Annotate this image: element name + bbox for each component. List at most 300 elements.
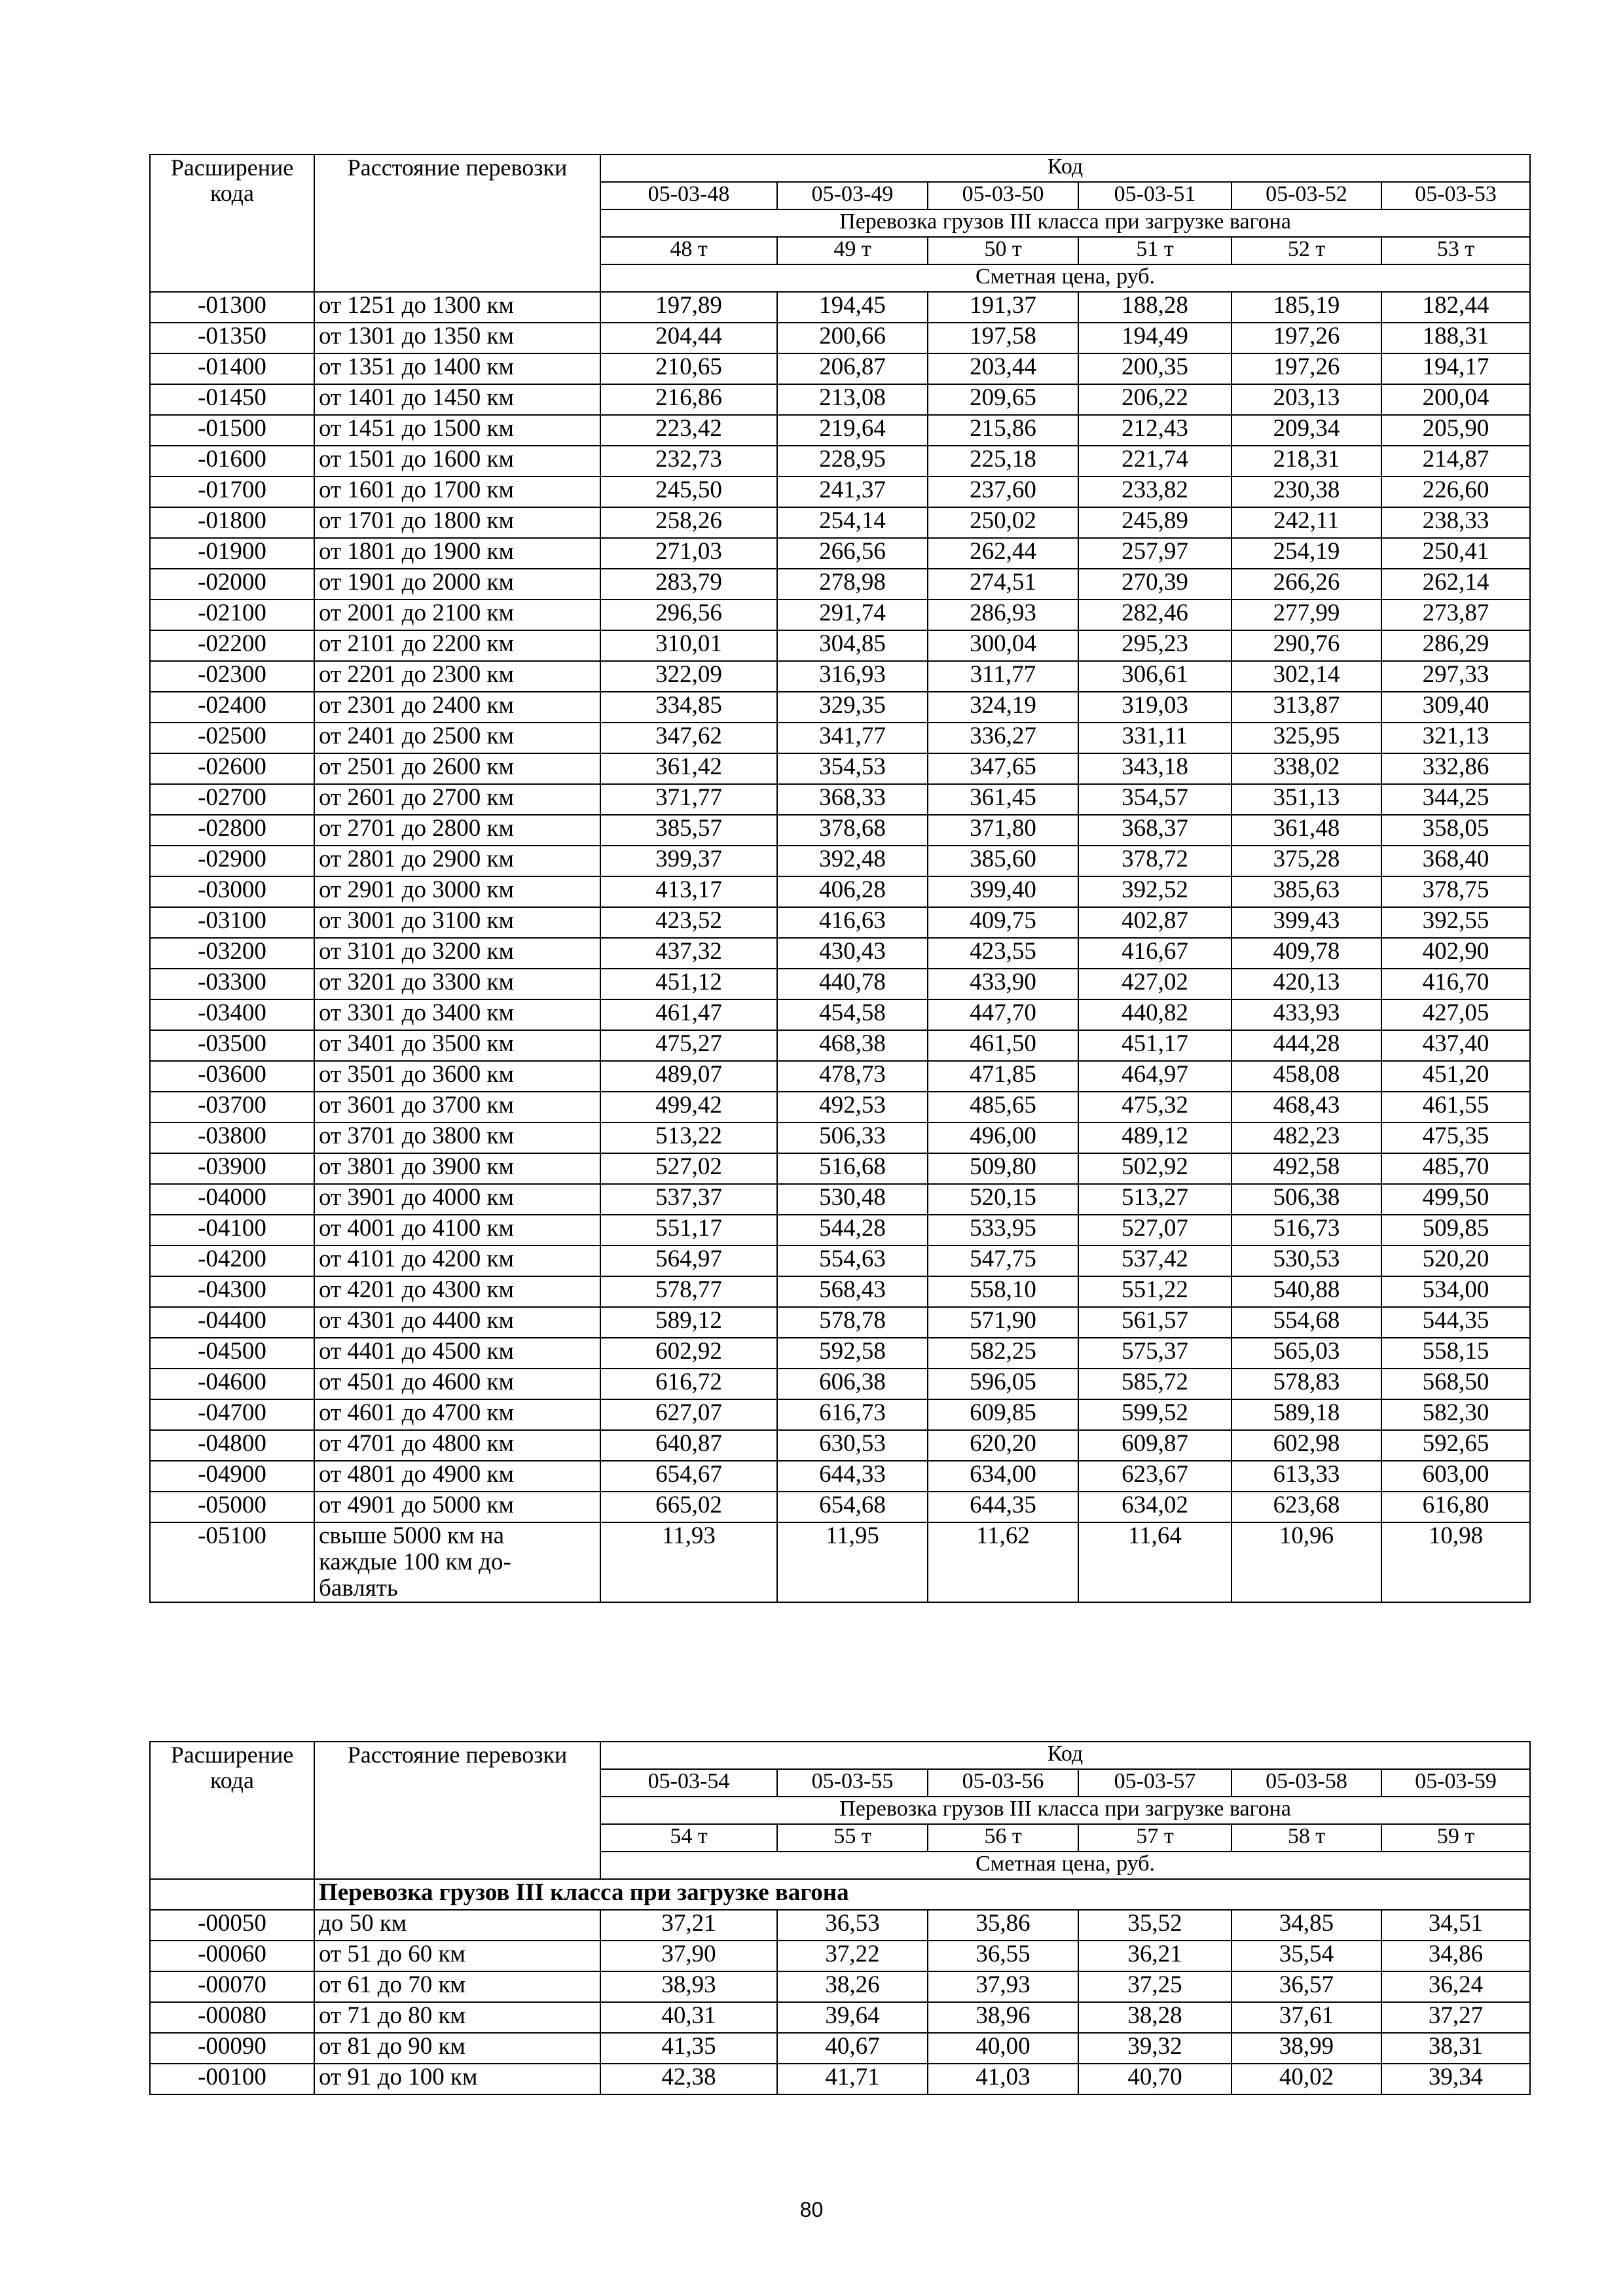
extension-cell: -03800 bbox=[150, 1122, 314, 1153]
price-cell: 39,32 bbox=[1078, 2033, 1231, 2064]
distance-cell: от 4001 до 4100 км bbox=[314, 1215, 600, 1246]
price-cell: 558,15 bbox=[1381, 1338, 1530, 1369]
code-cell: 05-03-51 bbox=[1078, 182, 1231, 209]
price-cell: 475,32 bbox=[1078, 1092, 1231, 1122]
table-row bbox=[150, 630, 1530, 661]
price-cell: 329,35 bbox=[777, 692, 928, 723]
price-cell: 302,14 bbox=[1231, 661, 1381, 692]
extension-cell: -01450 bbox=[150, 384, 314, 415]
price-cell: 219,64 bbox=[777, 415, 928, 446]
distance-cell: от 1601 до 1700 км bbox=[314, 476, 600, 507]
price-cell: 40,67 bbox=[777, 2033, 928, 2064]
price-cell: 245,50 bbox=[600, 476, 777, 507]
distance-cell: от 2901 до 3000 км bbox=[314, 876, 600, 907]
price-cell: 451,20 bbox=[1381, 1061, 1530, 1092]
price-cell: 451,17 bbox=[1078, 1030, 1231, 1061]
extension-cell: -00080 bbox=[150, 2002, 314, 2033]
table-row bbox=[150, 784, 1530, 815]
price-cell: 38,31 bbox=[1381, 2033, 1530, 2064]
price-cell: 461,55 bbox=[1381, 1092, 1530, 1122]
price-cell: 602,98 bbox=[1231, 1430, 1381, 1461]
price-cell: 413,17 bbox=[600, 876, 777, 907]
price-cell: 230,38 bbox=[1231, 476, 1381, 507]
extension-cell: -03500 bbox=[150, 1030, 314, 1061]
extension-cell: -02800 bbox=[150, 815, 314, 846]
table-row bbox=[150, 415, 1530, 446]
price-cell: 575,37 bbox=[1078, 1338, 1231, 1369]
extension-cell: -04600 bbox=[150, 1369, 314, 1399]
table-row bbox=[150, 1153, 1530, 1184]
price-cell: 554,63 bbox=[777, 1246, 928, 1276]
price-cell: 561,57 bbox=[1078, 1307, 1231, 1338]
table-row bbox=[150, 507, 1530, 538]
price-cell: 223,42 bbox=[600, 415, 777, 446]
price-cell: 10,96 bbox=[1231, 1522, 1381, 1602]
price-cell: 451,12 bbox=[600, 969, 777, 999]
extension-cell: -01900 bbox=[150, 538, 314, 569]
price-cell: 40,00 bbox=[928, 2033, 1078, 2064]
price-cell: 11,95 bbox=[777, 1522, 928, 1602]
table-row bbox=[150, 292, 1530, 323]
price-cell: 358,05 bbox=[1381, 815, 1530, 846]
extension-cell: -03900 bbox=[150, 1153, 314, 1184]
distance-cell: от 1801 до 1900 км bbox=[314, 538, 600, 569]
price-cell: 282,46 bbox=[1078, 600, 1231, 630]
price-cell: 616,72 bbox=[600, 1369, 777, 1399]
distance-cell: от 61 до 70 км bbox=[314, 1971, 600, 2002]
price-cell: 266,26 bbox=[1231, 569, 1381, 600]
price-cell: 582,25 bbox=[928, 1338, 1078, 1369]
price-cell: 338,02 bbox=[1231, 753, 1381, 784]
load-cell: 48 т bbox=[600, 237, 777, 264]
price-cell: 468,38 bbox=[777, 1030, 928, 1061]
price-cell: 213,08 bbox=[777, 384, 928, 415]
price-cell: 416,63 bbox=[777, 907, 928, 938]
price-cell: 378,68 bbox=[777, 815, 928, 846]
price-cell: 197,26 bbox=[1231, 353, 1381, 384]
price-cell: 554,68 bbox=[1231, 1307, 1381, 1338]
price-cell: 551,17 bbox=[600, 1215, 777, 1246]
price-cell: 42,38 bbox=[600, 2064, 777, 2094]
table-row bbox=[150, 2064, 1530, 2094]
price-cell: 35,86 bbox=[928, 1910, 1078, 1941]
code-cell: 05-03-58 bbox=[1231, 1769, 1381, 1797]
price-cell: 37,25 bbox=[1078, 1971, 1231, 2002]
distance-cell: от 4101 до 4200 км bbox=[314, 1246, 600, 1276]
extension-cell: -03700 bbox=[150, 1092, 314, 1122]
price-cell: 34,51 bbox=[1381, 1910, 1530, 1941]
price-cell: 616,73 bbox=[777, 1399, 928, 1430]
extension-cell: -00090 bbox=[150, 2033, 314, 2064]
price-cell: 354,53 bbox=[777, 753, 928, 784]
code-cell: 05-03-49 bbox=[777, 182, 928, 209]
code-cell: 05-03-48 bbox=[600, 182, 777, 209]
price-cell: 38,93 bbox=[600, 1971, 777, 2002]
price-cell: 534,00 bbox=[1381, 1276, 1530, 1307]
price-cell: 547,75 bbox=[928, 1246, 1078, 1276]
price-cell: 36,21 bbox=[1078, 1941, 1231, 1971]
price-cell: 40,31 bbox=[600, 2002, 777, 2033]
price-cell: 568,43 bbox=[777, 1276, 928, 1307]
price-cell: 34,86 bbox=[1381, 1941, 1530, 1971]
table-row bbox=[150, 1492, 1530, 1522]
table-row bbox=[150, 1030, 1530, 1061]
price-cell: 37,90 bbox=[600, 1941, 777, 1971]
price-cell: 399,43 bbox=[1231, 907, 1381, 938]
price-cell: 206,87 bbox=[777, 353, 928, 384]
price-cell: 37,61 bbox=[1231, 2002, 1381, 2033]
price-cell: 423,52 bbox=[600, 907, 777, 938]
distance-cell: от 3801 до 3900 км bbox=[314, 1153, 600, 1184]
price-cell: 603,00 bbox=[1381, 1461, 1530, 1492]
table-row bbox=[150, 1369, 1530, 1399]
table-row bbox=[150, 1941, 1530, 1971]
table-row bbox=[150, 1276, 1530, 1307]
price-cell: 634,02 bbox=[1078, 1492, 1231, 1522]
table-row bbox=[150, 938, 1530, 969]
distance-cell: от 3901 до 4000 км bbox=[314, 1184, 600, 1215]
price-cell: 537,42 bbox=[1078, 1246, 1231, 1276]
price-cell: 343,18 bbox=[1078, 753, 1231, 784]
code-cell: 05-03-56 bbox=[928, 1769, 1078, 1797]
table-row bbox=[150, 538, 1530, 569]
distance-cell: от 1401 до 1450 км bbox=[314, 384, 600, 415]
price-cell: 530,53 bbox=[1231, 1246, 1381, 1276]
code-cell: 05-03-53 bbox=[1381, 182, 1530, 209]
extension-cell: -02000 bbox=[150, 569, 314, 600]
rates-table-2 bbox=[149, 1741, 1531, 2095]
price-cell: 627,07 bbox=[600, 1399, 777, 1430]
table-row bbox=[150, 1461, 1530, 1492]
price-cell: 447,70 bbox=[928, 999, 1078, 1030]
price-cell: 454,58 bbox=[777, 999, 928, 1030]
price-cell: 461,50 bbox=[928, 1030, 1078, 1061]
price-cell: 602,92 bbox=[600, 1338, 777, 1369]
header-code: Код bbox=[600, 154, 1530, 182]
extension-cell: -01300 bbox=[150, 292, 314, 323]
rates-table-1 bbox=[149, 154, 1531, 1603]
table-row bbox=[150, 1338, 1530, 1369]
extension-cell: -04000 bbox=[150, 1184, 314, 1215]
load-cell: 55 т bbox=[777, 1824, 928, 1852]
price-cell: 361,42 bbox=[600, 753, 777, 784]
table-row bbox=[150, 753, 1530, 784]
price-cell: 371,80 bbox=[928, 815, 1078, 846]
price-cell: 599,52 bbox=[1078, 1399, 1231, 1430]
distance-cell: от 3701 до 3800 км bbox=[314, 1122, 600, 1153]
price-cell: 254,14 bbox=[777, 507, 928, 538]
price-cell: 430,43 bbox=[777, 938, 928, 969]
price-cell: 311,77 bbox=[928, 661, 1078, 692]
price-cell: 361,45 bbox=[928, 784, 1078, 815]
distance-cell: от 4801 до 4900 км bbox=[314, 1461, 600, 1492]
price-cell: 654,68 bbox=[777, 1492, 928, 1522]
price-cell: 540,88 bbox=[1231, 1276, 1381, 1307]
header-distance: Расстояние перевозки bbox=[314, 1742, 600, 1879]
price-cell: 392,52 bbox=[1078, 876, 1231, 907]
price-cell: 197,58 bbox=[928, 323, 1078, 353]
price-cell: 36,53 bbox=[777, 1910, 928, 1941]
price-cell: 440,78 bbox=[777, 969, 928, 999]
price-cell: 331,11 bbox=[1078, 723, 1231, 753]
price-cell: 194,45 bbox=[777, 292, 928, 323]
extension-cell: -02900 bbox=[150, 846, 314, 876]
distance-cell: от 91 до 100 км bbox=[314, 2064, 600, 2094]
distance-cell: от 1501 до 1600 км bbox=[314, 446, 600, 476]
price-cell: 616,80 bbox=[1381, 1492, 1530, 1522]
distance-cell: от 4501 до 4600 км bbox=[314, 1369, 600, 1399]
extension-cell: -01800 bbox=[150, 507, 314, 538]
section-empty-cell bbox=[150, 1879, 314, 1910]
header-distance: Расстояние перевозки bbox=[314, 154, 600, 292]
price-cell: 506,38 bbox=[1231, 1184, 1381, 1215]
price-cell: 402,90 bbox=[1381, 938, 1530, 969]
price-cell: 36,55 bbox=[928, 1941, 1078, 1971]
price-cell: 262,44 bbox=[928, 538, 1078, 569]
price-cell: 344,25 bbox=[1381, 784, 1530, 815]
load-cell: 49 т bbox=[777, 237, 928, 264]
extension-cell: -02100 bbox=[150, 600, 314, 630]
price-cell: 270,39 bbox=[1078, 569, 1231, 600]
price-cell: 385,57 bbox=[600, 815, 777, 846]
price-cell: 596,05 bbox=[928, 1369, 1078, 1399]
distance-line: бавлять bbox=[319, 1574, 398, 1602]
distance-cell: от 3401 до 3500 км bbox=[314, 1030, 600, 1061]
price-cell: 592,58 bbox=[777, 1338, 928, 1369]
distance-cell: от 2001 до 2100 км bbox=[314, 600, 600, 630]
price-cell: 245,89 bbox=[1078, 507, 1231, 538]
price-cell: 530,48 bbox=[777, 1184, 928, 1215]
table-row bbox=[150, 1522, 1530, 1602]
price-cell: 392,55 bbox=[1381, 907, 1530, 938]
header-subtitle: Перевозка грузов III класса при загрузке вагона bbox=[600, 1797, 1530, 1824]
extension-cell: -03100 bbox=[150, 907, 314, 938]
price-cell: 458,08 bbox=[1231, 1061, 1381, 1092]
price-cell: 325,95 bbox=[1231, 723, 1381, 753]
table-row bbox=[150, 1092, 1530, 1122]
price-cell: 37,21 bbox=[600, 1910, 777, 1941]
price-cell: 210,65 bbox=[600, 353, 777, 384]
extension-cell: -03000 bbox=[150, 876, 314, 907]
price-cell: 212,43 bbox=[1078, 415, 1231, 446]
price-cell: 409,75 bbox=[928, 907, 1078, 938]
price-cell: 423,55 bbox=[928, 938, 1078, 969]
table-row bbox=[150, 1910, 1530, 1941]
extension-cell: -01350 bbox=[150, 323, 314, 353]
load-cell: 57 т bbox=[1078, 1824, 1231, 1852]
price-cell: 527,02 bbox=[600, 1153, 777, 1184]
price-cell: 214,87 bbox=[1381, 446, 1530, 476]
price-cell: 354,57 bbox=[1078, 784, 1231, 815]
price-cell: 533,95 bbox=[928, 1215, 1078, 1246]
table-row bbox=[150, 1307, 1530, 1338]
price-cell: 437,40 bbox=[1381, 1030, 1530, 1061]
price-cell: 194,49 bbox=[1078, 323, 1231, 353]
distance-cell: от 4701 до 4800 км bbox=[314, 1430, 600, 1461]
distance-line: каждые 100 км до- bbox=[319, 1548, 511, 1575]
price-cell: 237,60 bbox=[928, 476, 1078, 507]
price-cell: 609,85 bbox=[928, 1399, 1078, 1430]
price-cell: 266,56 bbox=[777, 538, 928, 569]
price-cell: 634,00 bbox=[928, 1461, 1078, 1492]
extension-cell: -00050 bbox=[150, 1910, 314, 1941]
price-cell: 409,78 bbox=[1231, 938, 1381, 969]
price-cell: 361,48 bbox=[1231, 815, 1381, 846]
price-cell: 200,66 bbox=[777, 323, 928, 353]
price-cell: 585,72 bbox=[1078, 1369, 1231, 1399]
price-cell: 485,70 bbox=[1381, 1153, 1530, 1184]
extension-cell: -00070 bbox=[150, 1971, 314, 2002]
price-cell: 375,28 bbox=[1231, 846, 1381, 876]
price-cell: 38,26 bbox=[777, 1971, 928, 2002]
price-cell: 35,52 bbox=[1078, 1910, 1231, 1941]
header-price: Сметная цена, руб. bbox=[600, 1852, 1530, 1879]
price-cell: 200,35 bbox=[1078, 353, 1231, 384]
price-cell: 296,56 bbox=[600, 600, 777, 630]
extension-cell: -00060 bbox=[150, 1941, 314, 1971]
code-cell: 05-03-52 bbox=[1231, 182, 1381, 209]
price-cell: 290,76 bbox=[1231, 630, 1381, 661]
distance-cell: от 1301 до 1350 км bbox=[314, 323, 600, 353]
price-cell: 509,85 bbox=[1381, 1215, 1530, 1246]
price-cell: 385,63 bbox=[1231, 876, 1381, 907]
price-cell: 392,48 bbox=[777, 846, 928, 876]
extension-cell: -04100 bbox=[150, 1215, 314, 1246]
code-cell: 05-03-59 bbox=[1381, 1769, 1530, 1797]
extension-cell: -04200 bbox=[150, 1246, 314, 1276]
price-cell: 216,86 bbox=[600, 384, 777, 415]
table-row bbox=[150, 661, 1530, 692]
price-cell: 513,22 bbox=[600, 1122, 777, 1153]
price-cell: 200,04 bbox=[1381, 384, 1530, 415]
price-cell: 399,37 bbox=[600, 846, 777, 876]
price-cell: 37,22 bbox=[777, 1941, 928, 1971]
price-cell: 347,62 bbox=[600, 723, 777, 753]
price-cell: 221,74 bbox=[1078, 446, 1231, 476]
price-cell: 520,20 bbox=[1381, 1246, 1530, 1276]
distance-cell: от 4901 до 5000 км bbox=[314, 1492, 600, 1522]
distance-cell: от 2301 до 2400 км bbox=[314, 692, 600, 723]
extension-cell: -01600 bbox=[150, 446, 314, 476]
price-cell: 558,10 bbox=[928, 1276, 1078, 1307]
price-cell: 406,28 bbox=[777, 876, 928, 907]
price-cell: 589,18 bbox=[1231, 1399, 1381, 1430]
price-cell: 297,33 bbox=[1381, 661, 1530, 692]
distance-cell: от 4201 до 4300 км bbox=[314, 1276, 600, 1307]
load-cell: 50 т bbox=[928, 237, 1078, 264]
price-cell: 492,58 bbox=[1231, 1153, 1381, 1184]
price-cell: 499,42 bbox=[600, 1092, 777, 1122]
price-cell: 475,35 bbox=[1381, 1122, 1530, 1153]
price-cell: 516,73 bbox=[1231, 1215, 1381, 1246]
price-cell: 433,93 bbox=[1231, 999, 1381, 1030]
price-cell: 416,70 bbox=[1381, 969, 1530, 999]
price-cell: 433,90 bbox=[928, 969, 1078, 999]
price-cell: 461,47 bbox=[600, 999, 777, 1030]
price-cell: 332,86 bbox=[1381, 753, 1530, 784]
extension-cell: -05100 bbox=[150, 1522, 314, 1602]
price-cell: 11,64 bbox=[1078, 1522, 1231, 1602]
header-price: Сметная цена, руб. bbox=[600, 264, 1530, 292]
price-cell: 206,22 bbox=[1078, 384, 1231, 415]
price-cell: 336,27 bbox=[928, 723, 1078, 753]
price-cell: 482,23 bbox=[1231, 1122, 1381, 1153]
price-cell: 385,60 bbox=[928, 846, 1078, 876]
price-cell: 238,33 bbox=[1381, 507, 1530, 538]
price-cell: 188,28 bbox=[1078, 292, 1231, 323]
price-cell: 258,26 bbox=[600, 507, 777, 538]
price-cell: 37,93 bbox=[928, 1971, 1078, 2002]
price-cell: 194,17 bbox=[1381, 353, 1530, 384]
price-cell: 416,67 bbox=[1078, 938, 1231, 969]
price-cell: 40,02 bbox=[1231, 2064, 1381, 2094]
price-cell: 565,03 bbox=[1231, 1338, 1381, 1369]
price-cell: 188,31 bbox=[1381, 323, 1530, 353]
price-cell: 197,89 bbox=[600, 292, 777, 323]
price-cell: 506,33 bbox=[777, 1122, 928, 1153]
price-cell: 273,87 bbox=[1381, 600, 1530, 630]
table-row bbox=[150, 723, 1530, 753]
price-cell: 582,30 bbox=[1381, 1399, 1530, 1430]
price-cell: 271,03 bbox=[600, 538, 777, 569]
price-cell: 304,85 bbox=[777, 630, 928, 661]
table-row bbox=[150, 692, 1530, 723]
price-cell: 527,07 bbox=[1078, 1215, 1231, 1246]
load-cell: 58 т bbox=[1231, 1824, 1381, 1852]
price-cell: 571,90 bbox=[928, 1307, 1078, 1338]
price-cell: 38,96 bbox=[928, 2002, 1078, 2033]
price-cell: 516,68 bbox=[777, 1153, 928, 1184]
code-cell: 05-03-57 bbox=[1078, 1769, 1231, 1797]
extension-cell: -04900 bbox=[150, 1461, 314, 1492]
price-cell: 39,64 bbox=[777, 2002, 928, 2033]
price-cell: 322,09 bbox=[600, 661, 777, 692]
price-cell: 402,87 bbox=[1078, 907, 1231, 938]
price-cell: 334,85 bbox=[600, 692, 777, 723]
price-cell: 34,85 bbox=[1231, 1910, 1381, 1941]
price-cell: 197,26 bbox=[1231, 323, 1381, 353]
header-extension: Расширение кода bbox=[150, 1742, 314, 1879]
price-cell: 520,15 bbox=[928, 1184, 1078, 1215]
price-cell: 310,01 bbox=[600, 630, 777, 661]
price-cell: 41,03 bbox=[928, 2064, 1078, 2094]
price-cell: 241,37 bbox=[777, 476, 928, 507]
price-cell: 37,27 bbox=[1381, 2002, 1530, 2033]
price-cell: 324,19 bbox=[928, 692, 1078, 723]
distance-cell: от 1701 до 1800 км bbox=[314, 507, 600, 538]
distance-cell: от 3201 до 3300 км bbox=[314, 969, 600, 999]
price-cell: 437,32 bbox=[600, 938, 777, 969]
extension-cell: -03400 bbox=[150, 999, 314, 1030]
price-cell: 10,98 bbox=[1381, 1522, 1530, 1602]
load-cell: 54 т bbox=[600, 1824, 777, 1852]
price-cell: 39,34 bbox=[1381, 2064, 1530, 2094]
extension-cell: -04500 bbox=[150, 1338, 314, 1369]
price-cell: 309,40 bbox=[1381, 692, 1530, 723]
distance-cell: от 1251 до 1300 км bbox=[314, 292, 600, 323]
price-cell: 640,87 bbox=[600, 1430, 777, 1461]
price-cell: 420,13 bbox=[1231, 969, 1381, 999]
price-cell: 262,14 bbox=[1381, 569, 1530, 600]
price-cell: 185,19 bbox=[1231, 292, 1381, 323]
price-cell: 225,18 bbox=[928, 446, 1078, 476]
price-cell: 475,27 bbox=[600, 1030, 777, 1061]
table-row bbox=[150, 446, 1530, 476]
table-row bbox=[150, 1215, 1530, 1246]
price-cell: 471,85 bbox=[928, 1061, 1078, 1092]
price-cell: 254,19 bbox=[1231, 538, 1381, 569]
table-row bbox=[150, 1399, 1530, 1430]
